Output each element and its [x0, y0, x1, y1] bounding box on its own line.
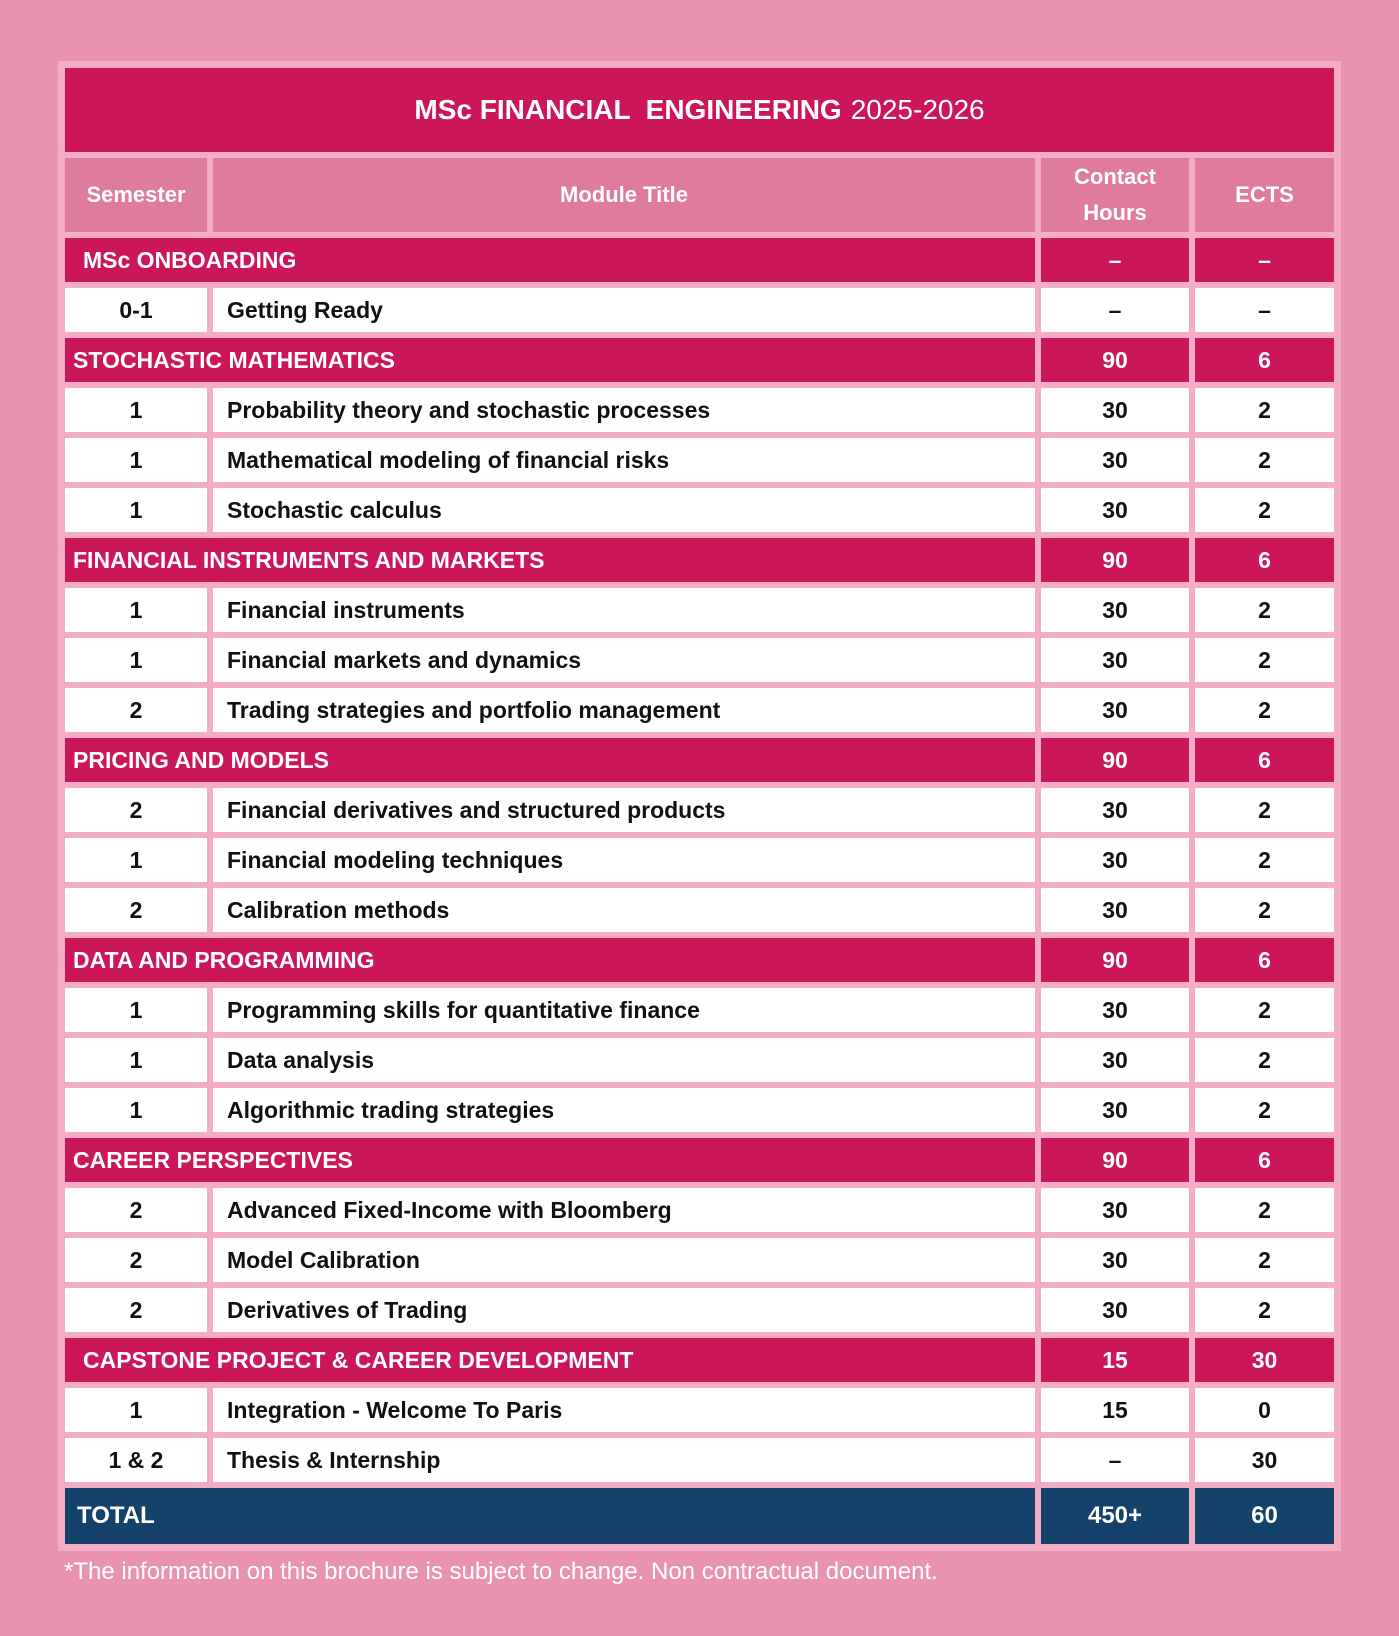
module-title: Programming skills for quantitative finance [213, 988, 1035, 1032]
module-contact-hours: 30 [1041, 838, 1189, 882]
footnote: *The information on this brochure is subject to change. Non contractual document. [64, 1558, 938, 1585]
module-semester: 2 [65, 788, 207, 832]
module-semester: 1 [65, 638, 207, 682]
section-name: PRICING AND MODELS [65, 738, 1035, 782]
module-row [65, 788, 1334, 832]
section-name: STOCHASTIC MATHEMATICS [65, 338, 1035, 382]
module-title: Getting Ready [213, 288, 1035, 332]
module-semester: 1 [65, 1038, 207, 1082]
total-contact-hours: 450+ [1041, 1488, 1189, 1544]
module-contact-hours: 15 [1041, 1388, 1189, 1432]
module-row [65, 438, 1334, 482]
total-row [65, 1488, 1334, 1544]
module-row [65, 1088, 1334, 1132]
section-header-row [65, 338, 1334, 382]
section-contact-hours: 90 [1041, 738, 1189, 782]
title-row [65, 68, 1334, 152]
program-years: 2025-2026 [850, 94, 985, 125]
module-title: Financial instruments [213, 588, 1035, 632]
column-header-module-title: Module Title [213, 158, 1035, 232]
module-row [65, 638, 1334, 682]
module-title: Integration - Welcome To Paris [213, 1388, 1035, 1432]
section-header-row [65, 938, 1334, 982]
module-semester: 1 [65, 438, 207, 482]
column-header-contact-hours: Contact Hours [1041, 158, 1189, 232]
section-header-row [65, 1138, 1334, 1182]
module-row [65, 388, 1334, 432]
module-title: Model Calibration [213, 1238, 1035, 1282]
module-contact-hours: 30 [1041, 1238, 1189, 1282]
module-contact-hours: 30 [1041, 688, 1189, 732]
module-row [65, 288, 1334, 332]
total-ects: 60 [1195, 1488, 1334, 1544]
section-contact-hours: 90 [1041, 1138, 1189, 1182]
module-semester: 1 [65, 1388, 207, 1432]
module-title: Data analysis [213, 1038, 1035, 1082]
module-ects: 2 [1195, 488, 1334, 532]
section-ects: 6 [1195, 938, 1334, 982]
module-semester: 1 [65, 838, 207, 882]
module-title: Derivatives of Trading [213, 1288, 1035, 1332]
section-header-row [65, 538, 1334, 582]
module-row [65, 1438, 1334, 1482]
section-contact-hours: 90 [1041, 938, 1189, 982]
module-semester: 1 [65, 1088, 207, 1132]
module-title: Calibration methods [213, 888, 1035, 932]
module-title: Probability theory and stochastic processes [213, 388, 1035, 432]
module-title: Algorithmic trading strategies [213, 1088, 1035, 1132]
section-name: CAREER PERSPECTIVES [65, 1138, 1035, 1182]
module-ects: 2 [1195, 1088, 1334, 1132]
module-title: Stochastic calculus [213, 488, 1035, 532]
module-semester: 1 & 2 [65, 1438, 207, 1482]
module-semester: 2 [65, 1288, 207, 1332]
section-ects: 30 [1195, 1338, 1334, 1382]
module-semester: 1 [65, 988, 207, 1032]
module-contact-hours: 30 [1041, 638, 1189, 682]
module-contact-hours: 30 [1041, 1088, 1189, 1132]
module-ects: 0 [1195, 1388, 1334, 1432]
module-contact-hours: 30 [1041, 1038, 1189, 1082]
module-row [65, 988, 1334, 1032]
module-contact-hours: 30 [1041, 988, 1189, 1032]
module-row [65, 838, 1334, 882]
total-label: TOTAL [65, 1488, 1035, 1544]
table-title [65, 68, 1334, 152]
module-contact-hours: 30 [1041, 1288, 1189, 1332]
module-semester: 1 [65, 588, 207, 632]
module-contact-hours: 30 [1041, 1188, 1189, 1232]
module-title: Trading strategies and portfolio management [213, 688, 1035, 732]
module-ects: 2 [1195, 588, 1334, 632]
module-title: Thesis & Internship [213, 1438, 1035, 1482]
module-row [65, 1238, 1334, 1282]
module-title: Financial derivatives and structured products [213, 788, 1035, 832]
section-ects: 6 [1195, 738, 1334, 782]
module-ects: 2 [1195, 688, 1334, 732]
module-ects: 2 [1195, 788, 1334, 832]
column-header-row [65, 158, 1334, 232]
section-header-row [65, 1338, 1334, 1382]
module-row [65, 1038, 1334, 1082]
section-contact-hours: 15 [1041, 1338, 1189, 1382]
module-semester: 2 [65, 688, 207, 732]
module-ects: 2 [1195, 988, 1334, 1032]
module-ects: 2 [1195, 1238, 1334, 1282]
module-row [65, 488, 1334, 532]
module-ects: 2 [1195, 638, 1334, 682]
module-title: Financial modeling techniques [213, 838, 1035, 882]
module-title: Advanced Fixed-Income with Bloomberg [213, 1188, 1035, 1232]
program-title: MSc FINANCIAL ENGINEERING [414, 94, 842, 125]
section-contact-hours: 90 [1041, 538, 1189, 582]
section-name: DATA AND PROGRAMMING [65, 938, 1035, 982]
section-name: CAPSTONE PROJECT & CAREER DEVELOPMENT [65, 1338, 1035, 1382]
module-contact-hours: 30 [1041, 488, 1189, 532]
module-ects: 2 [1195, 388, 1334, 432]
module-ects: 30 [1195, 1438, 1334, 1482]
module-ects: 2 [1195, 888, 1334, 932]
module-title: Mathematical modeling of financial risks [213, 438, 1035, 482]
module-semester: 2 [65, 1238, 207, 1282]
module-contact-hours: – [1041, 288, 1189, 332]
module-row [65, 1288, 1334, 1332]
module-contact-hours: 30 [1041, 788, 1189, 832]
section-ects: 6 [1195, 538, 1334, 582]
module-contact-hours: 30 [1041, 438, 1189, 482]
module-ects: 2 [1195, 1188, 1334, 1232]
section-name: FINANCIAL INSTRUMENTS AND MARKETS [65, 538, 1035, 582]
module-row [65, 688, 1334, 732]
section-header-row [65, 238, 1334, 282]
module-row [65, 888, 1334, 932]
section-header-row [65, 738, 1334, 782]
module-ects: 2 [1195, 838, 1334, 882]
section-ects: – [1195, 238, 1334, 282]
module-semester: 1 [65, 388, 207, 432]
module-ects: – [1195, 288, 1334, 332]
module-row [65, 588, 1334, 632]
section-ects: 6 [1195, 338, 1334, 382]
curriculum-table [58, 61, 1341, 1551]
module-semester: 0-1 [65, 288, 207, 332]
module-ects: 2 [1195, 438, 1334, 482]
section-contact-hours: – [1041, 238, 1189, 282]
section-ects: 6 [1195, 1138, 1334, 1182]
module-ects: 2 [1195, 1038, 1334, 1082]
section-name: MSc ONBOARDING [65, 238, 1035, 282]
section-contact-hours: 90 [1041, 338, 1189, 382]
column-header-semester: Semester [65, 158, 207, 232]
module-row [65, 1388, 1334, 1432]
module-contact-hours: – [1041, 1438, 1189, 1482]
module-contact-hours: 30 [1041, 888, 1189, 932]
module-contact-hours: 30 [1041, 588, 1189, 632]
module-contact-hours: 30 [1041, 388, 1189, 432]
module-semester: 2 [65, 1188, 207, 1232]
module-row [65, 1188, 1334, 1232]
module-ects: 2 [1195, 1288, 1334, 1332]
module-semester: 2 [65, 888, 207, 932]
column-header-ects: ECTS [1195, 158, 1334, 232]
module-title: Financial markets and dynamics [213, 638, 1035, 682]
module-semester: 1 [65, 488, 207, 532]
